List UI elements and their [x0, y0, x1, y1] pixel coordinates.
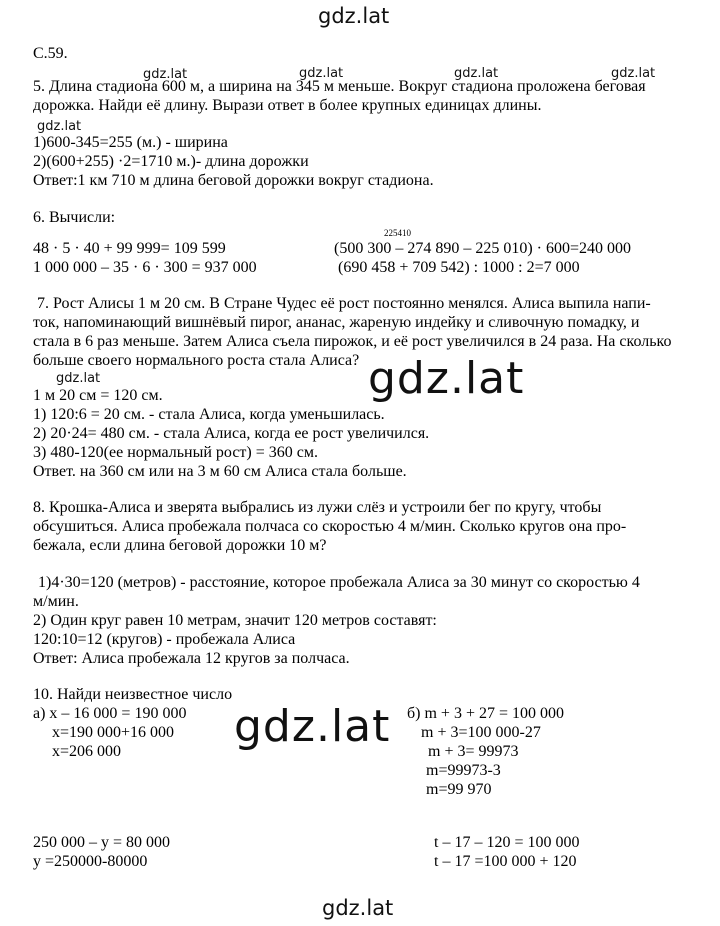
task7-step-1: 1) 120:6 = 20 см. - стала Алиса, когда уменьшилась.: [33, 406, 385, 423]
task10-a-line: х=206 000: [52, 743, 122, 760]
task8-step-1: 1)4·30=120 (метров) - расстояние, которое пробежала Алиса за 30 минут со скоростью 4: [38, 574, 640, 591]
task8-question-line: бежала, если длина беговой дорожки 10 м?: [33, 537, 327, 554]
watermark-bottom: gdz.lat: [322, 896, 394, 920]
task10-title: 10. Найди неизвестное число: [33, 686, 233, 703]
task8-question-line: 8. Крошка-Алиса и зверята выбрались из лужи слёз и устроили бег по кругу, чтобы: [33, 499, 602, 516]
task6-expression-right: (690 458 + 709 542) : 1000 : 2=7 000: [338, 259, 580, 276]
task6-expression-right: (500 300 – 274 890 – 225 010) · 600=240 000: [334, 240, 632, 257]
watermark-small: gdz.lat: [56, 371, 101, 386]
task7-question-line: больше своего нормального роста стала Алиса?: [33, 352, 360, 369]
watermark-small: gdz.lat: [454, 66, 499, 81]
task10-b-line: m=99973-3: [426, 762, 501, 779]
task7-answer: Ответ. на 360 см или на 3 м 60 см Алиса стала больше.: [33, 463, 407, 480]
task10-b-line: m + 3= 99973: [428, 743, 519, 760]
task6-expression-left: 48 · 5 · 40 + 99 999= 109 599: [33, 240, 226, 257]
task10-b-line: m + 3=100 000-27: [421, 724, 541, 741]
watermark-top: gdz.lat: [318, 4, 390, 28]
task8-question-line: обсушиться. Алиса пробежала полчаса со скоростью 4 м/мин. Сколько кругов она про-: [33, 518, 627, 535]
task8-answer: Ответ: Алиса пробежала 12 кругов за полчаса.: [33, 650, 350, 667]
task10-a-line: х=190 000+16 000: [52, 724, 175, 741]
task7-step-3: 3) 480-120(ее нормальный рост) = 360 см.: [33, 444, 318, 461]
task10-a-line: а) х – 16 000 = 190 000: [33, 705, 187, 722]
page-reference: С.59.: [33, 45, 68, 62]
task5-step-1: 1)600-345=255 (м.) - ширина: [33, 134, 228, 151]
task7-question-line: ток, напоминающий вишнёвый пирог, ананас, жареную индейку и сливочную помадку, и: [33, 314, 640, 331]
task7-question-line: стала в 6 раз меньше. Затем Алиса съела пирожок, и её рост увеличился в 24 раза. На сколько: [33, 333, 672, 350]
task10-b-line: б) m + 3 + 27 = 100 000: [407, 705, 564, 722]
task10-d-line: t – 17 =100 000 + 120: [434, 853, 577, 870]
task8-step-3: 120:10=12 (кругов) - пробежала Алиса: [33, 631, 296, 648]
task5-question-line: 5. Длина стадиона 600 м, а ширина на 345 м меньше. Вокруг стадиона проложена беговая: [33, 78, 646, 95]
task5-step-2: 2)(600+255) ·2=1710 м.)- длина дорожки: [33, 153, 309, 170]
task10-c-line: 250 000 – у = 80 000: [33, 834, 171, 851]
task6-title: 6. Вычисли:: [33, 209, 116, 226]
watermark-big: gdz.lat: [234, 701, 391, 752]
task5-answer: Ответ:1 км 710 м длина беговой дорожки вокруг стадиона.: [33, 172, 434, 189]
task8-step-1-cont: м/мин.: [33, 593, 79, 610]
task7-step-0: 1 м 20 см = 120 см.: [33, 387, 163, 404]
task6-note: 225410: [384, 228, 411, 238]
watermark-small: gdz.lat: [299, 66, 344, 81]
task6-expression-left: 1 000 000 – 35 · 6 · 300 = 937 000: [33, 259, 257, 276]
watermark-big: gdz.lat: [368, 353, 525, 404]
task7-step-2: 2) 20·24= 480 см. - стала Алиса, когда ее рост увеличился.: [33, 425, 430, 442]
watermark-small: gdz.lat: [37, 119, 82, 134]
task10-b-line: m=99 970: [426, 781, 492, 798]
watermark-small: gdz.lat: [143, 67, 188, 82]
task10-c-line: у =250000-80000: [33, 853, 148, 870]
task7-question-line: 7. Рост Алисы 1 м 20 см. В Стране Чудес её рост постоянно менялся. Алиса выпила напи-: [37, 295, 651, 312]
task5-question-line: дорожка. Найди её длину. Вырази ответ в более крупных единицах длины.: [33, 97, 542, 114]
task10-d-line: t – 17 – 120 = 100 000: [434, 834, 580, 851]
watermark-small: gdz.lat: [611, 66, 656, 81]
task8-step-2: 2) Один круг равен 10 метрам, значит 120 метров составят:: [33, 612, 437, 629]
